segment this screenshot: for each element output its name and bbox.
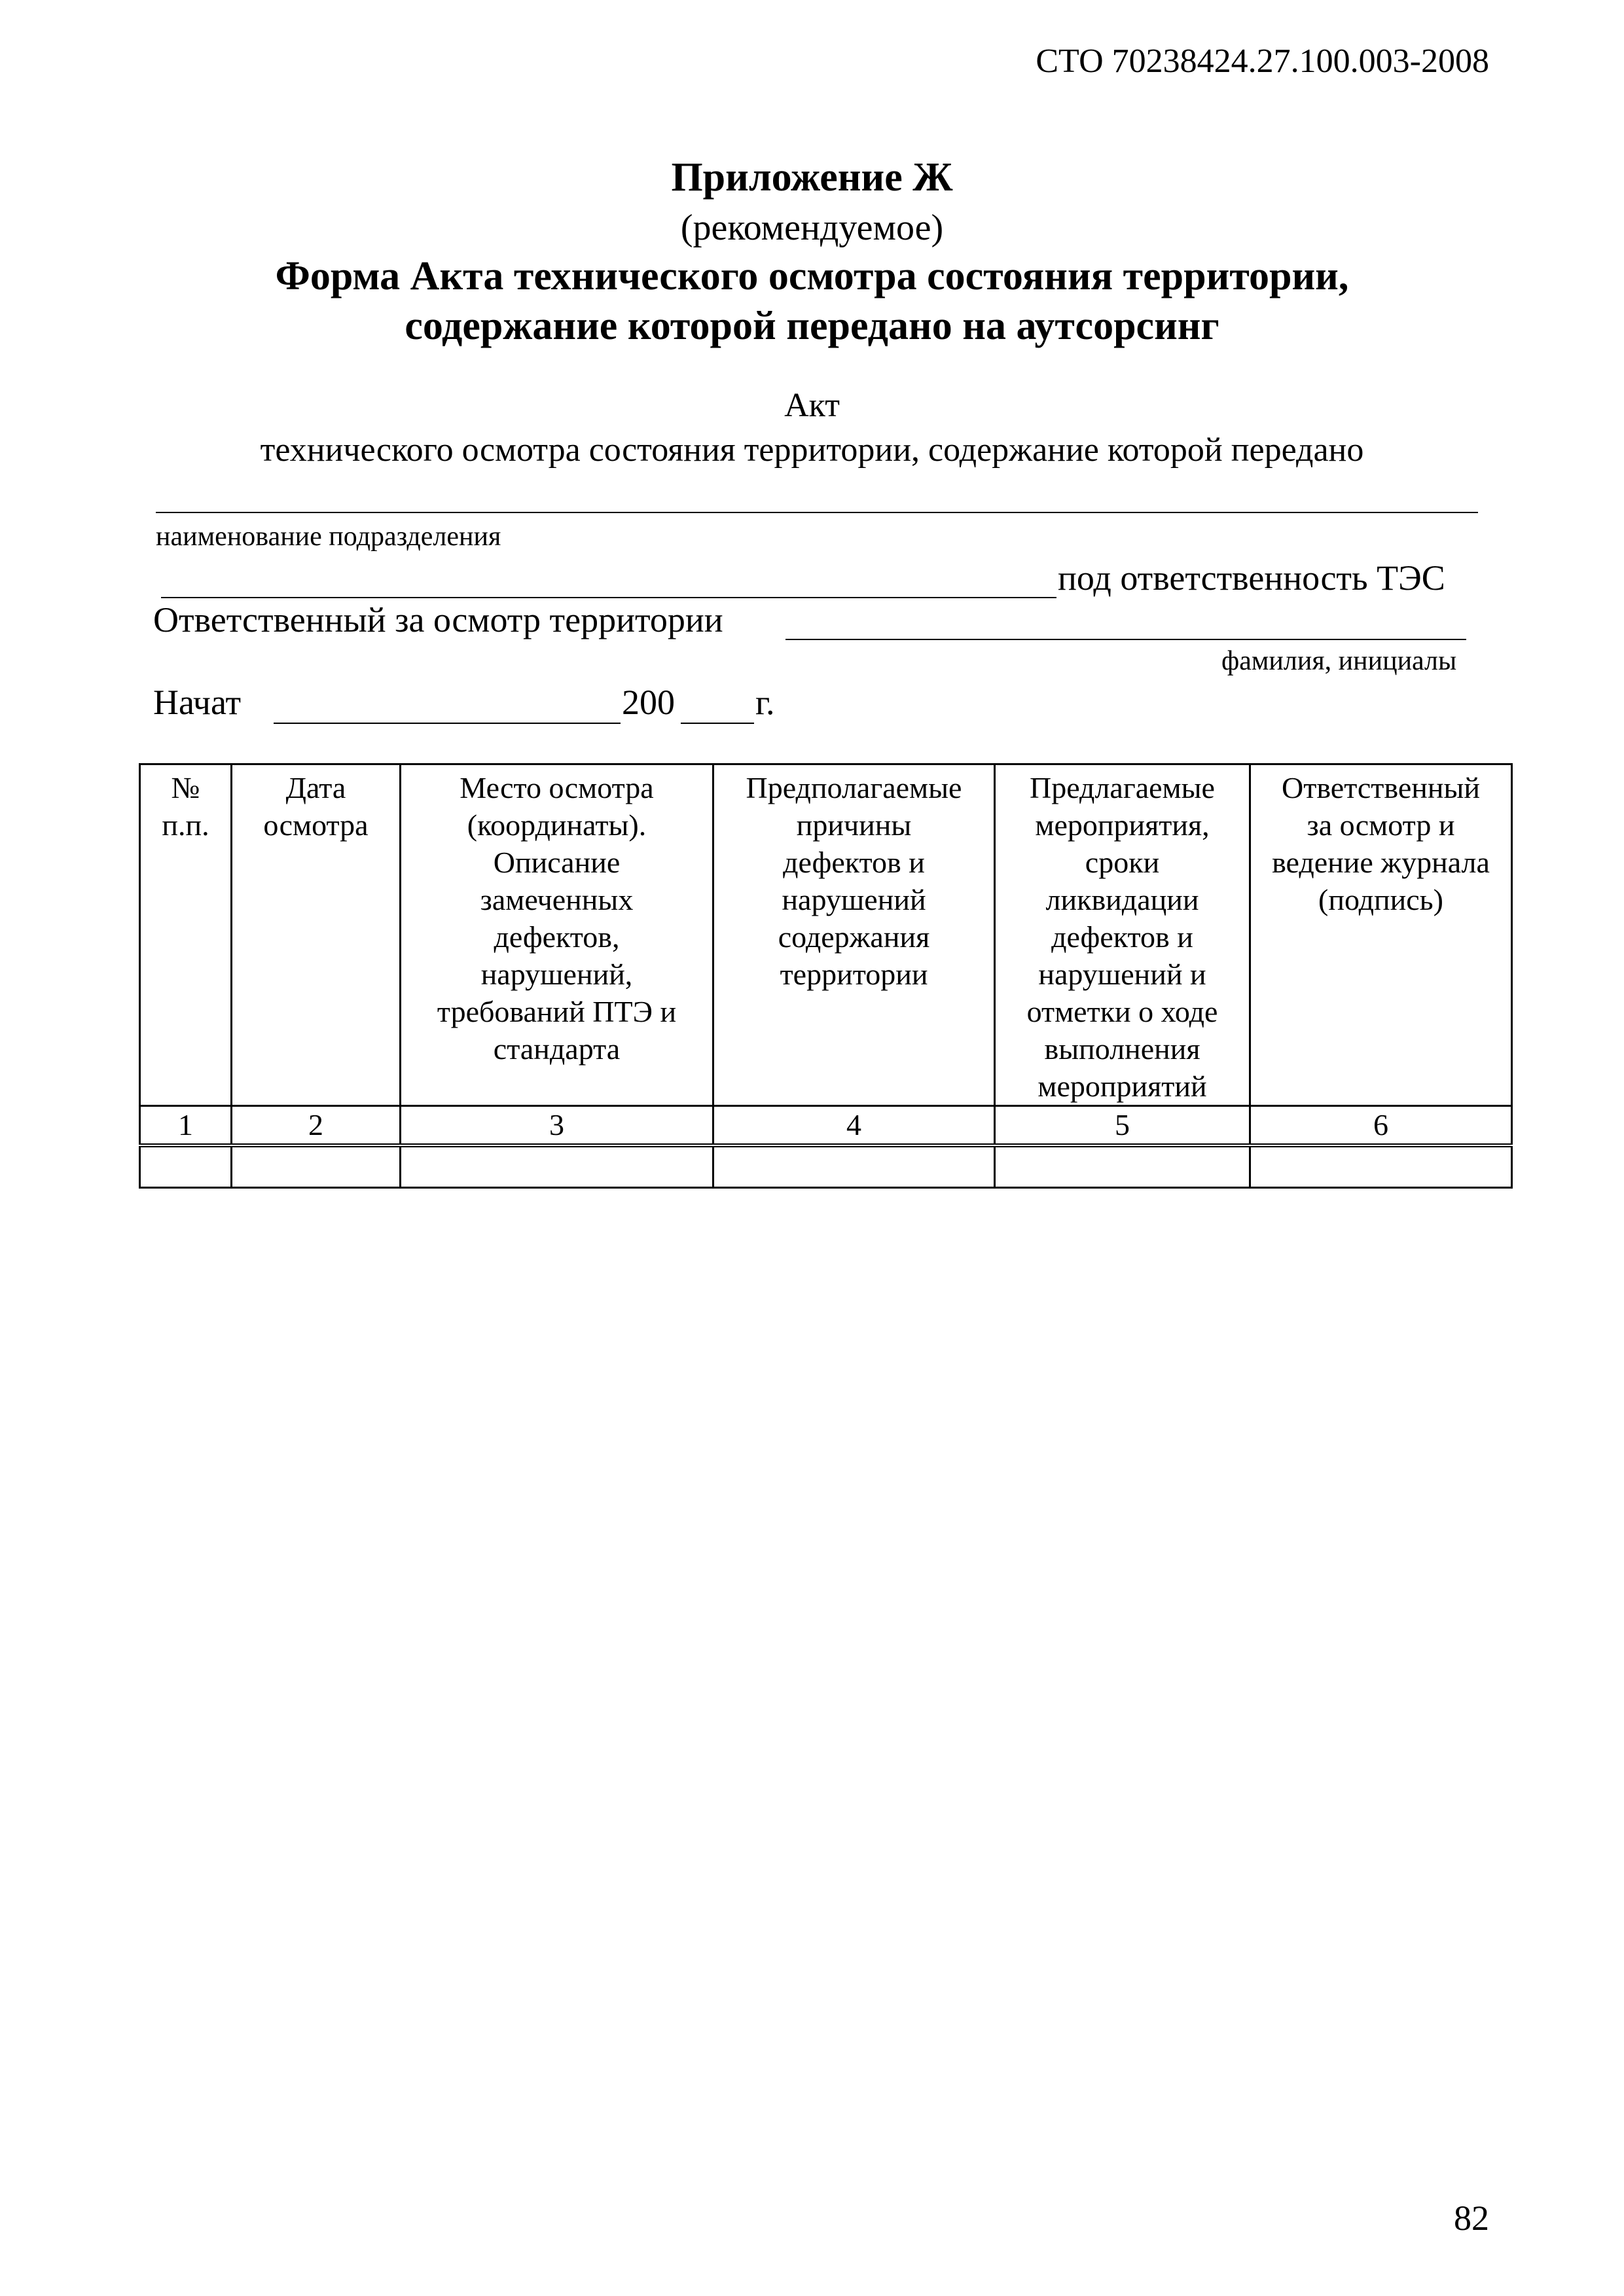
header-date: Дата осмотра xyxy=(232,764,401,1106)
subdivision-caption: наименование подразделения xyxy=(156,522,501,552)
year-prefix: 200 xyxy=(622,683,675,722)
table-row xyxy=(140,1145,1512,1188)
inspection-table xyxy=(139,763,1513,1189)
column-number-row xyxy=(140,1106,1512,1146)
responsibility-field[interactable] xyxy=(161,597,1056,598)
table-header-row xyxy=(140,764,1512,1106)
act-heading: Акт xyxy=(784,387,840,424)
responsibility-text: под ответственность ТЭС xyxy=(1058,558,1445,598)
year-suffix: г. xyxy=(755,683,775,722)
table-cell[interactable] xyxy=(1250,1145,1512,1188)
page-number: 82 xyxy=(1454,2198,1489,2238)
column-number: 2 xyxy=(232,1106,401,1146)
table-cell[interactable] xyxy=(140,1145,232,1188)
form-title-line1: Форма Акта технического осмотра состояния территории, xyxy=(275,254,1349,298)
column-number: 5 xyxy=(995,1106,1250,1146)
header-location: Место осмотра (координаты). Описание замеченных дефектов, нарушений, требований ПТЭ и стандарта xyxy=(401,764,713,1106)
act-subheading: технического осмотра состояния территории, содержание которой передано xyxy=(260,431,1364,469)
standard-code: СТО 70238424.27.100.003-2008 xyxy=(1036,43,1489,80)
table-cell[interactable] xyxy=(401,1145,713,1188)
form-title-line2: содержание которой передано на аутсорсинг xyxy=(405,304,1219,348)
subdivision-name-field[interactable] xyxy=(156,512,1478,513)
started-label: Начат xyxy=(153,683,242,722)
inspector-label: Ответственный за осмотр территории xyxy=(153,600,723,639)
table-cell[interactable] xyxy=(713,1145,995,1188)
column-number: 3 xyxy=(401,1106,713,1146)
header-responsible: Ответственный за осмотр и ведение журнала (подпись) xyxy=(1250,764,1512,1106)
table-cell[interactable] xyxy=(995,1145,1250,1188)
table-cell[interactable] xyxy=(232,1145,401,1188)
inspector-caption: фамилия, инициалы xyxy=(1221,646,1457,676)
header-measures: Предлагаемые мероприятия, сроки ликвидации дефектов и нарушений и отметки о ходе выполнения мероприятий xyxy=(995,764,1250,1106)
form-title xyxy=(0,251,1624,351)
header-causes: Предполагаемые причины дефектов и нарушений содержания территории xyxy=(713,764,995,1106)
inspector-name-field[interactable] xyxy=(785,639,1466,640)
start-date-field[interactable] xyxy=(274,723,621,724)
appendix-subtitle: (рекомендуемое) xyxy=(680,207,944,248)
column-number: 1 xyxy=(140,1106,232,1146)
year-field[interactable] xyxy=(681,723,754,724)
appendix-title: Приложение Ж xyxy=(671,155,953,200)
column-number: 4 xyxy=(713,1106,995,1146)
column-number: 6 xyxy=(1250,1106,1512,1146)
header-number: № п.п. xyxy=(140,764,232,1106)
